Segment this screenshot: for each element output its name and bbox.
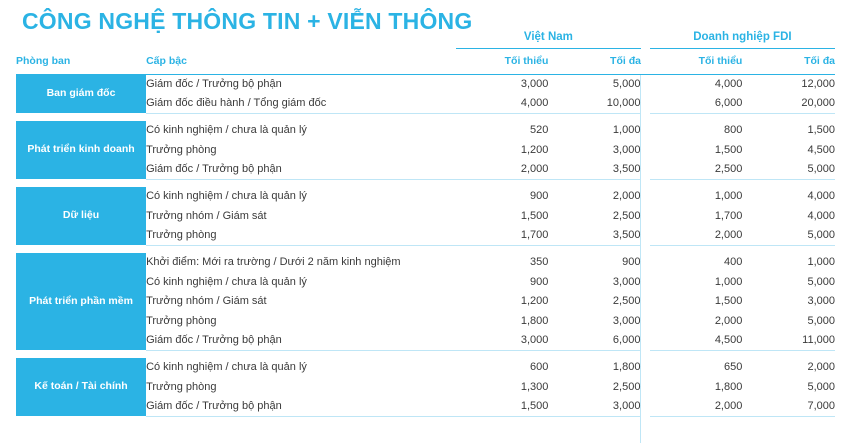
fdi-max-cell: 5,000 [807, 314, 835, 327]
fdi-min-cell: 400 [723, 256, 743, 269]
group-spacer-cell [456, 350, 549, 358]
level-cell: Giám đốc điều hành / Tổng giám đốc [146, 94, 456, 114]
group-spacer-cell [16, 179, 146, 187]
column-gap [641, 397, 650, 417]
group-spacer-cell [146, 245, 456, 253]
fdi-max-cell: 3,000 [807, 295, 835, 308]
group-spacer-cell [548, 179, 641, 187]
group-spacer-cell [641, 113, 650, 121]
vn-max-cell: 6,000 [548, 331, 641, 351]
column-gap [641, 206, 650, 226]
column-gap [641, 311, 650, 331]
group-spacer-cell [650, 179, 743, 187]
level-cell: Trưởng nhóm / Giám sát [146, 209, 267, 222]
vn-max-cell: 3,500 [548, 226, 641, 246]
fdi-max-cell: 5,000 [742, 160, 835, 180]
level-cell: Trưởng phòng [146, 380, 217, 393]
table-row [16, 121, 835, 141]
footer-spacer-cell [456, 416, 549, 443]
group-header-spacer-level [146, 26, 456, 48]
group-spacer-cell [146, 350, 456, 358]
vn-min-cell: 2,000 [456, 160, 549, 180]
group-spacer [16, 113, 835, 121]
header-vn-max: Tối đa [548, 48, 641, 74]
vn-min-cell: 900 [530, 275, 549, 288]
vn-max-cell: 2,500 [612, 380, 641, 393]
table-footer-spacer [16, 416, 835, 443]
fdi-min-cell: 1,000 [714, 190, 743, 203]
level-cell: Trưởng nhóm / Giám sát [146, 295, 267, 308]
vn-min-cell: 1,200 [520, 295, 549, 308]
group-spacer-cell [16, 113, 146, 121]
group-header-row [16, 26, 835, 48]
fdi-min-cell: 650 [723, 361, 743, 374]
group-spacer-cell [742, 245, 835, 253]
footer-spacer-cell [146, 416, 456, 443]
fdi-max-cell: 4,000 [807, 190, 835, 203]
footer-spacer-cell [742, 416, 835, 443]
vn-max-cell: 10,000 [548, 94, 641, 114]
header-fdi-min: Tối thiểu [650, 48, 743, 74]
group-spacer-cell [456, 245, 549, 253]
table-row [16, 253, 835, 273]
group-spacer-cell [650, 350, 743, 358]
level-cell: Giám đốc / Trưởng bộ phận [146, 160, 456, 180]
vn-min-cell: 3,000 [520, 78, 549, 90]
fdi-max-cell: 1,500 [807, 124, 835, 137]
level-cell: Khởi điểm: Mới ra trường / Dưới 2 năm kinh nghiệm [146, 256, 401, 269]
column-gap [641, 74, 650, 94]
fdi-min-cell: 1,500 [714, 143, 743, 156]
group-spacer-cell [146, 179, 456, 187]
fdi-max-cell: 12,000 [801, 78, 835, 90]
column-gap [641, 226, 650, 246]
group-spacer-cell [641, 179, 650, 187]
fdi-max-cell: 11,000 [742, 331, 835, 351]
fdi-max-cell: 5,000 [742, 226, 835, 246]
group-spacer-cell [548, 350, 641, 358]
vn-min-cell: 1,700 [456, 226, 549, 246]
fdi-min-cell: 1,700 [714, 209, 743, 222]
vn-min-cell: 520 [530, 124, 549, 137]
salary-table [16, 26, 835, 443]
vn-max-cell: 3,000 [612, 275, 641, 288]
group-header-fdi: Doanh nghiệp FDI [650, 26, 835, 48]
fdi-min-cell: 1,500 [714, 295, 743, 308]
vn-min-cell: 1,500 [520, 209, 549, 222]
group-spacer [16, 245, 835, 253]
group-spacer-cell [456, 113, 549, 121]
fdi-max-cell: 1,000 [807, 256, 835, 269]
group-spacer-cell [456, 179, 549, 187]
department-cell: Dữ liệu [16, 187, 146, 246]
vn-min-cell: 1,300 [520, 380, 549, 393]
group-spacer-cell [16, 245, 146, 253]
group-spacer-cell [650, 113, 743, 121]
fdi-min-cell: 2,000 [714, 314, 743, 327]
department-cell: Phát triển phần mềm [16, 253, 146, 351]
footer-spacer-cell [548, 416, 641, 443]
department-cell: Phát triển kinh doanh [16, 121, 146, 180]
table-row [16, 187, 835, 207]
column-gap [641, 377, 650, 397]
footer-spacer-cell [641, 416, 650, 443]
vn-min-cell: 600 [530, 361, 549, 374]
group-spacer [16, 179, 835, 187]
group-spacer-cell [146, 113, 456, 121]
level-cell: Giám đốc / Trưởng bộ phận [146, 397, 456, 417]
level-cell: Giám đốc / Trưởng bộ phận [146, 331, 456, 351]
fdi-min-cell: 6,000 [650, 94, 743, 114]
group-spacer-cell [742, 113, 835, 121]
vn-max-cell: 5,000 [612, 78, 641, 90]
vn-max-cell: 3,000 [612, 314, 641, 327]
column-gap [641, 292, 650, 312]
group-spacer-cell [548, 113, 641, 121]
page-title: CÔNG NGHỆ THÔNG TIN + VIỄN THÔNG [22, 8, 473, 34]
column-gap [641, 140, 650, 160]
department-cell: Kế toán / Tài chính [16, 358, 146, 417]
fdi-min-cell: 1,000 [714, 275, 743, 288]
column-gap [641, 358, 650, 378]
vn-min-cell: 1,500 [456, 397, 549, 417]
fdi-min-cell: 4,000 [714, 78, 743, 90]
vn-max-cell: 2,500 [612, 295, 641, 308]
table-row [16, 358, 835, 378]
vn-min-cell: 1,200 [520, 143, 549, 156]
fdi-max-cell: 4,000 [807, 209, 835, 222]
department-cell: Ban giám đốc [16, 74, 146, 113]
footer-spacer-cell [650, 416, 743, 443]
header-fdi-max: Tối đa [742, 48, 835, 74]
fdi-max-cell: 7,000 [742, 397, 835, 417]
vn-max-cell: 3,500 [548, 160, 641, 180]
vn-max-cell: 900 [622, 256, 641, 269]
vn-min-cell: 4,000 [456, 94, 549, 114]
level-cell: Trưởng phòng [146, 143, 217, 156]
fdi-max-cell: 5,000 [807, 275, 835, 288]
vn-min-cell: 350 [530, 256, 549, 269]
vn-max-cell: 3,000 [548, 397, 641, 417]
fdi-max-cell: 2,000 [807, 361, 835, 374]
column-gap [641, 94, 650, 114]
group-spacer-cell [16, 350, 146, 358]
fdi-min-cell: 4,500 [650, 331, 743, 351]
group-spacer-cell [641, 350, 650, 358]
fdi-min-cell: 2,000 [650, 226, 743, 246]
group-spacer-cell [548, 245, 641, 253]
group-header-gap [641, 26, 650, 48]
level-cell: Có kinh nghiệm / chưa là quản lý [146, 275, 307, 288]
group-spacer-cell [742, 350, 835, 358]
column-gap [641, 187, 650, 207]
header-level: Cấp bậc [146, 48, 456, 74]
column-gap [641, 253, 650, 273]
vn-max-cell: 3,000 [612, 143, 641, 156]
header-gap [641, 48, 650, 74]
column-gap [641, 160, 650, 180]
footer-spacer-cell [16, 416, 146, 443]
fdi-max-cell: 5,000 [807, 380, 835, 393]
column-gap [641, 272, 650, 292]
group-header-vietnam: Việt Nam [456, 26, 641, 48]
fdi-max-cell: 4,500 [807, 143, 835, 156]
level-cell: Trưởng phòng [146, 314, 217, 327]
fdi-min-cell: 1,800 [714, 380, 743, 393]
vn-min-cell: 1,800 [520, 314, 549, 327]
table-row [16, 74, 835, 94]
group-spacer-cell [641, 245, 650, 253]
vn-max-cell: 2,500 [612, 209, 641, 222]
vn-max-cell: 1,000 [612, 124, 641, 137]
vn-min-cell: 900 [530, 190, 549, 203]
group-spacer [16, 350, 835, 358]
header-vn-min: Tối thiểu [456, 48, 549, 74]
level-cell: Trưởng phòng [146, 226, 456, 246]
fdi-min-cell: 2,000 [650, 397, 743, 417]
level-cell: Có kinh nghiệm / chưa là quản lý [146, 190, 307, 203]
column-gap [641, 331, 650, 351]
vn-min-cell: 3,000 [456, 331, 549, 351]
level-cell: Giám đốc / Trưởng bộ phận [146, 78, 282, 90]
fdi-min-cell: 800 [723, 124, 743, 137]
vn-max-cell: 1,800 [612, 361, 641, 374]
level-cell: Có kinh nghiệm / chưa là quản lý [146, 124, 307, 137]
level-cell: Có kinh nghiệm / chưa là quản lý [146, 361, 307, 374]
column-gap [641, 121, 650, 141]
header-department: Phòng ban [16, 48, 146, 74]
group-spacer-cell [742, 179, 835, 187]
fdi-min-cell: 2,500 [650, 160, 743, 180]
vn-max-cell: 2,000 [612, 190, 641, 203]
fdi-max-cell: 20,000 [742, 94, 835, 114]
group-spacer-cell [650, 245, 743, 253]
group-header-spacer-dept [16, 26, 146, 48]
column-header-row [16, 48, 835, 74]
